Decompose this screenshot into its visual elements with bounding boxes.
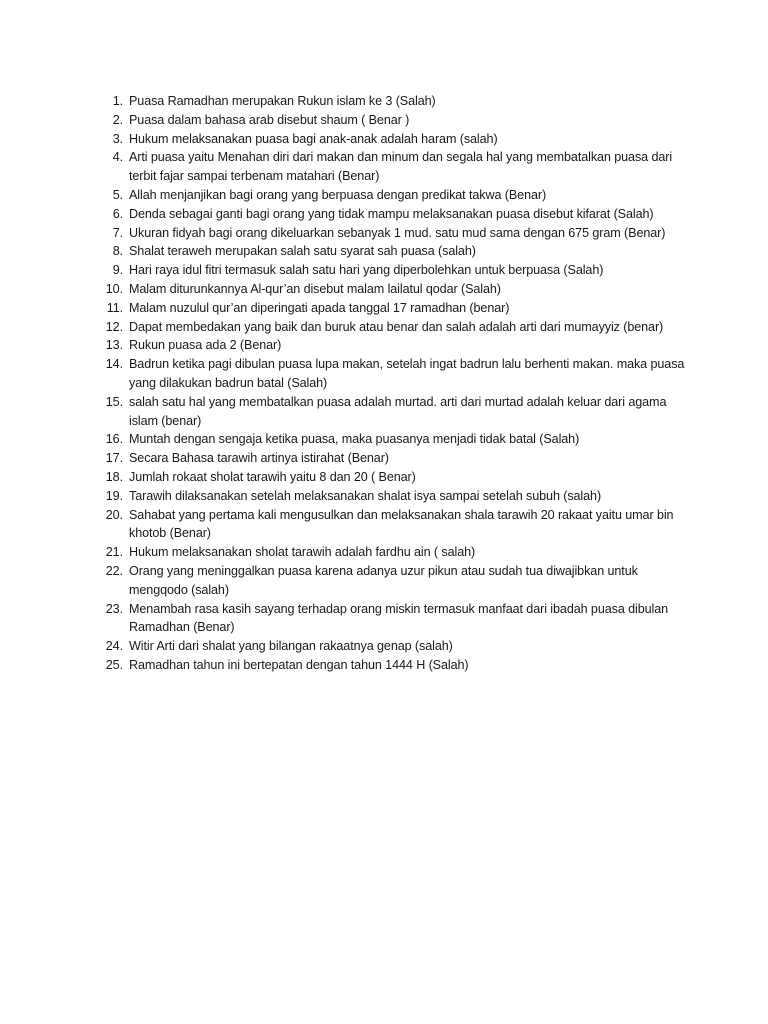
item-number: 11. [106,300,123,315]
list-item [100,506,690,544]
item-number: 17. [105,451,123,466]
list-item [100,562,690,600]
item-number: 14. [105,357,123,372]
statement-list [100,92,690,675]
list-item [100,449,690,468]
list-item [100,600,690,638]
item-text: Ramadhan tahun ini bertepatan dengan tahun 1444 H (Salah) [129,657,469,672]
list-item [100,637,690,656]
item-number: 15. [105,394,123,409]
item-text: Sahabat yang pertama kali mengusulkan dan melaksanakan shala tarawih 20 rakaat yaitu umar bin khotob (Benar) [129,507,674,541]
list-item [100,148,690,186]
item-number: 18. [105,469,123,484]
item-number: 7. [112,225,123,240]
item-text: Allah menjanjikan bagi orang yang berpuasa dengan predikat takwa (Benar) [129,187,547,202]
list-item [100,261,690,280]
item-number: 20. [105,507,123,522]
list-item [100,92,690,111]
item-number: 12. [105,319,123,334]
list-item [100,393,690,431]
list-item [100,224,690,243]
list-item [100,111,690,130]
list-item [100,186,690,205]
item-number: 25. [105,657,123,672]
list-item [100,242,690,261]
item-text: Hari raya idul fitri termasuk salah satu hari yang diperbolehkan untuk berpuasa (Salah) [129,263,604,278]
list-item [100,318,690,337]
item-number: 16. [105,432,123,447]
list-item [100,205,690,224]
list-item [100,299,690,318]
item-text: Puasa Ramadhan merupakan Rukun islam ke 3 (Salah) [129,94,436,108]
item-text: Muntah dengan sengaja ketika puasa, maka puasanya menjadi tidak batal (Salah) [129,432,580,447]
item-text: Malam nuzulul qur’an diperingati apada tanggal 17 ramadhan (benar) [129,300,510,315]
item-text: Denda sebagai ganti bagi orang yang tidak mampu melaksanakan puasa disebut kifarat (Salah) [129,206,654,221]
list-item [100,280,690,299]
item-text: Orang yang meninggalkan puasa karena adanya uzur pikun atau sudah tua diwajibkan untuk mengqodo (salah) [129,563,638,597]
list-item [100,430,690,449]
list-item [100,336,690,355]
list-item [100,656,690,675]
item-text: Shalat teraweh merupakan salah satu syarat sah puasa (salah) [129,244,476,259]
item-text: Secara Bahasa tarawih artinya istirahat (Benar) [129,451,389,466]
item-text: Tarawih dilaksanakan setelah melaksanakan shalat isya sampai setelah subuh (salah) [129,488,602,503]
item-number: 1. [112,94,123,108]
list-item [100,130,690,149]
item-number: 8. [112,244,123,259]
item-text: Ukuran fidyah bagi orang dikeluarkan sebanyak 1 mud. satu mud sama dengan 675 gram (Benar) [129,225,666,240]
item-text: Malam diturunkannya Al-qur’an disebut malam lailatul qodar (Salah) [129,281,501,296]
item-text: Hukum melaksanakan sholat tarawih adalah fardhu ain ( salah) [129,545,476,560]
list-item [100,468,690,487]
item-number: 19. [105,488,123,503]
item-text: Jumlah rokaat sholat tarawih yaitu 8 dan 20 ( Benar) [129,469,416,484]
item-number: 22. [105,563,123,578]
item-text: salah satu hal yang membatalkan puasa adalah murtad. arti dari murtad adalah keluar dari agama islam (benar) [129,394,667,428]
item-text: Puasa dalam bahasa arab disebut shaum ( Benar ) [129,112,410,127]
item-number: 9. [112,263,123,278]
item-text: Rukun puasa ada 2 (Benar) [129,338,282,353]
item-number: 5. [112,187,123,202]
item-text: Hukum melaksanakan puasa bagi anak-anak adalah haram (salah) [129,131,498,146]
item-number: 13. [105,338,123,353]
item-number: 6. [112,206,123,221]
item-text: Dapat membedakan yang baik dan buruk atau benar dan salah adalah arti dari mumayyiz (benar) [129,319,664,334]
item-number: 21. [105,545,123,560]
item-number: 2. [112,112,123,127]
item-number: 10. [105,281,123,296]
list-item [100,487,690,506]
item-text: Witir Arti dari shalat yang bilangan rakaatnya genap (salah) [129,639,453,654]
item-number: 4. [112,150,123,165]
item-text: Arti puasa yaitu Menahan diri dari makan dan minum dan segala hal yang membatalkan puasa dari terbit fajar sampai terbenam matahari (Benar) [129,150,673,184]
list-item [100,543,690,562]
item-number: 24. [105,639,123,654]
list-item [100,355,690,393]
item-number: 23. [105,601,123,616]
item-number: 3. [112,131,123,146]
item-text: Menambah rasa kasih sayang terhadap orang miskin termasuk manfaat dari ibadah puasa dibulan Ramadhan (Benar) [129,601,669,635]
item-text: Badrun ketika pagi dibulan puasa lupa makan, setelah ingat badrun lalu berhenti makan. maka puasa yang dilakukan badrun batal (Salah) [129,357,685,390]
